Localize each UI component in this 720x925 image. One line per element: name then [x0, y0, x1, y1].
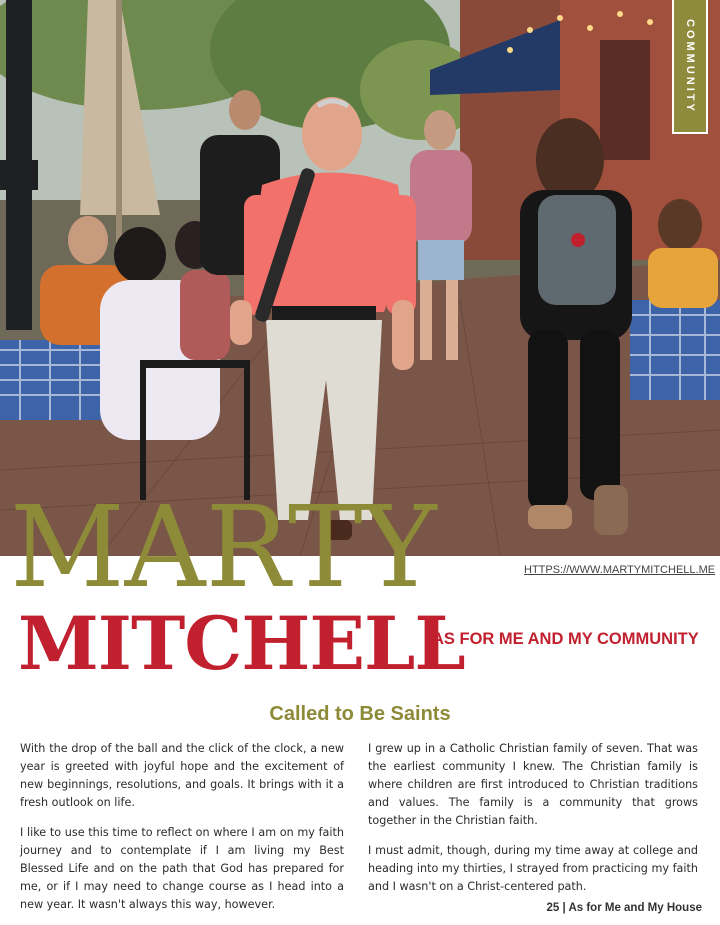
section-tab-label: COMMUNITY	[684, 18, 696, 114]
title-first-name: MARTY	[10, 483, 437, 613]
left-column	[20, 740, 344, 925]
paragraph: I like to use this time to reflect on where I am on my faith journey and to contemplate if I am living my Best Blessed Life and on the path that God has prepared for me, or if I may need to change course as I head into a new year. It wasn't always this way, however.	[20, 826, 344, 911]
paragraph: With the drop of the ball and the click of the clock, a new year is greeted with joyful hope and the excitement of new beginnings, resolutions, and goals. It brings with it a fresh outlook on life.	[20, 742, 344, 809]
paragraph: I grew up in a Catholic Christian family of seven. That was the earliest community I knew. The Christian family is where children are first introduced to Christian traditions and values. The family is a community that grows together in the Christian faith.	[368, 742, 698, 827]
page-footer: 25 | As for Me and My House	[546, 902, 702, 914]
title-last-name: MITCHELL	[18, 601, 465, 687]
section-heading: Called to Be Saints	[269, 703, 451, 725]
right-column	[368, 740, 698, 908]
article-subtitle: AS FOR ME AND MY COMMUNITY	[432, 630, 699, 648]
paragraph: I must admit, though, during my time away at college and heading into my thirties, I strayed from practicing my faith and I wasn't on a Christ-centered path.	[368, 844, 698, 893]
website-link[interactable]: HTTPS://WWW.MARTYMITCHELL.ME	[524, 564, 716, 576]
section-tab	[672, 0, 708, 134]
